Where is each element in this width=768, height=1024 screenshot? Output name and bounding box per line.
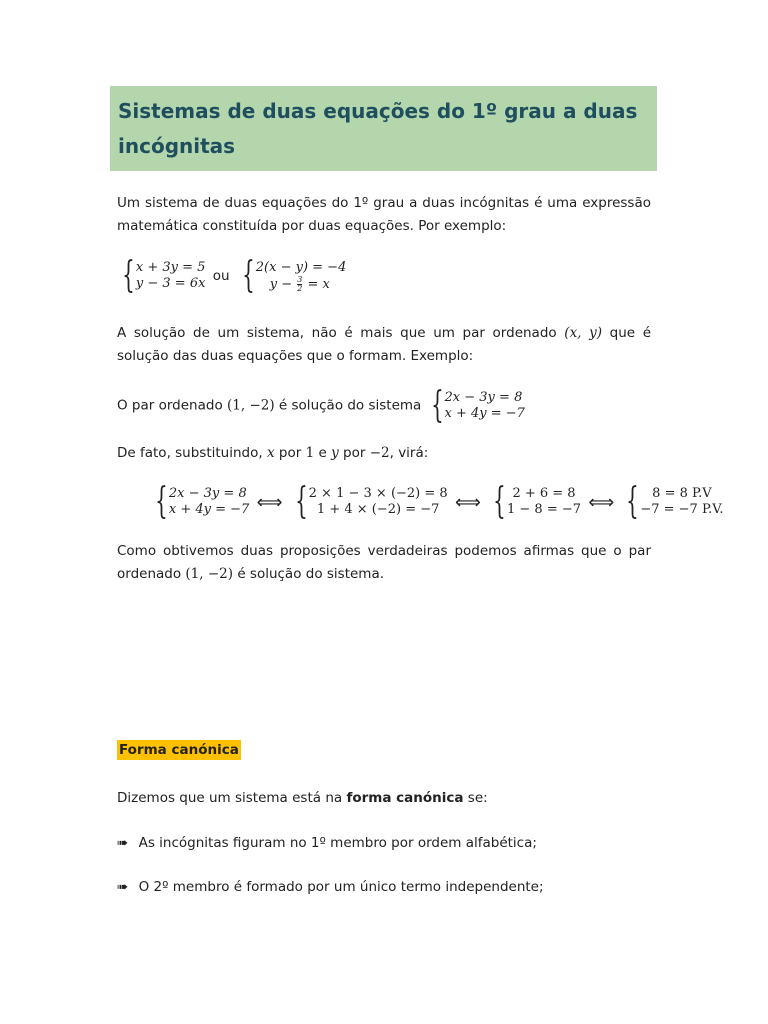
chain-system-2 [290, 481, 448, 522]
arrow-bullet-icon: ➠ [117, 879, 129, 895]
equation: 2x − 3y = 8 [444, 390, 523, 405]
variable: x [266, 445, 275, 461]
text: que é solução das duas equações que o formam. Exemplo: [117, 325, 652, 364]
conclusion-paragraph [117, 540, 651, 586]
brace-icon: { [430, 385, 444, 426]
equation: 1 + 4 × (−2) = −7 [316, 502, 440, 517]
equivalence-arrow-icon: ⟺ [588, 491, 615, 513]
example-system-2 [237, 255, 347, 296]
bold-term: forma canónica [346, 790, 464, 806]
fraction [297, 276, 302, 293]
intro-paragraph: Um sistema de duas equações do 1º grau a duas incógnitas é uma expressão matemática constituída por duas equações. Por exemplo: [117, 195, 651, 234]
equation: 2(x − y) = −4 [255, 259, 347, 275]
text: Dizemos que um sistema está na [117, 790, 343, 806]
pair-system [426, 385, 525, 426]
number: −2 [369, 445, 390, 461]
equation: x + 4y = −7 [444, 406, 525, 421]
substitution-paragraph [117, 442, 651, 465]
text: e [318, 445, 327, 461]
canonical-intro [117, 787, 651, 810]
equation: x + 3y = 5 [135, 260, 206, 275]
text: é solução do sistema. [237, 566, 385, 582]
ordered-pair: (1, −2) [185, 566, 234, 582]
equation [256, 276, 347, 293]
equation: y − 3 = 6x [135, 276, 206, 291]
list-item-text: O 2º membro é formado por um único termo independente; [138, 879, 544, 895]
brace-icon: { [155, 481, 168, 522]
title-banner [110, 86, 657, 171]
equation-part: = x [307, 276, 330, 292]
text: A solução de um sistema, não é mais que um par ordenado [117, 325, 557, 341]
brace-icon: { [294, 481, 308, 522]
connector-text: ou [212, 267, 230, 284]
text: O par ordenado [117, 397, 223, 414]
list-item [117, 832, 537, 854]
equation: 1 − 8 = −7 [507, 502, 582, 517]
ordered-pair: (x, y) [564, 325, 602, 341]
text: , virá: [389, 445, 429, 461]
fraction-denominator: 2 [297, 283, 303, 293]
equation: 2 + 6 = 8 [512, 486, 576, 501]
example-system-1 [117, 255, 206, 296]
text: por [278, 445, 302, 461]
variable: y [331, 445, 339, 461]
ordered-pair: (1, −2) [227, 397, 275, 414]
pair-paragraph [117, 385, 651, 426]
list-item-text: As incógnitas figuram no 1º membro por ordem alfabética; [138, 835, 537, 851]
text: por [343, 445, 366, 461]
solution-paragraph [117, 322, 651, 368]
chain-system-4 [621, 481, 724, 522]
text: De fato, substituindo, [117, 445, 263, 461]
equation: 2x − 3y = 8 [168, 486, 247, 501]
example-systems [117, 255, 651, 296]
equation: 8 = 8 P.V [652, 486, 712, 501]
equivalence-chain [150, 481, 724, 522]
equation: −7 = −7 P.V. [640, 502, 724, 517]
page-title: Sistemas de duas equações do 1º grau a duas incógnitas [118, 99, 638, 158]
equivalence-arrow-icon: ⟺ [256, 491, 283, 513]
brace-icon: { [626, 481, 640, 522]
text: é solução do sistema [278, 397, 422, 414]
chain-system-3 [488, 481, 582, 522]
equation-part: y − [269, 276, 293, 292]
brace-icon: { [242, 255, 255, 296]
list-item [117, 876, 544, 898]
section-heading: Forma canónica [119, 742, 239, 758]
equation: 2 × 1 − 3 × (−2) = 8 [308, 486, 448, 501]
text: Como obtivemos duas proposições verdadeiras podemos afirmas que o par ordenado [117, 543, 651, 582]
brace-icon: { [493, 481, 506, 522]
number: 1 [305, 445, 315, 461]
brace-icon: { [122, 255, 135, 296]
chain-system-1 [150, 481, 250, 522]
equation: x + 4y = −7 [168, 502, 250, 517]
equivalence-arrow-icon: ⟺ [454, 491, 481, 513]
fraction-numerator: 3 [297, 274, 303, 284]
text: se: [467, 790, 488, 806]
arrow-bullet-icon: ➠ [117, 835, 129, 851]
